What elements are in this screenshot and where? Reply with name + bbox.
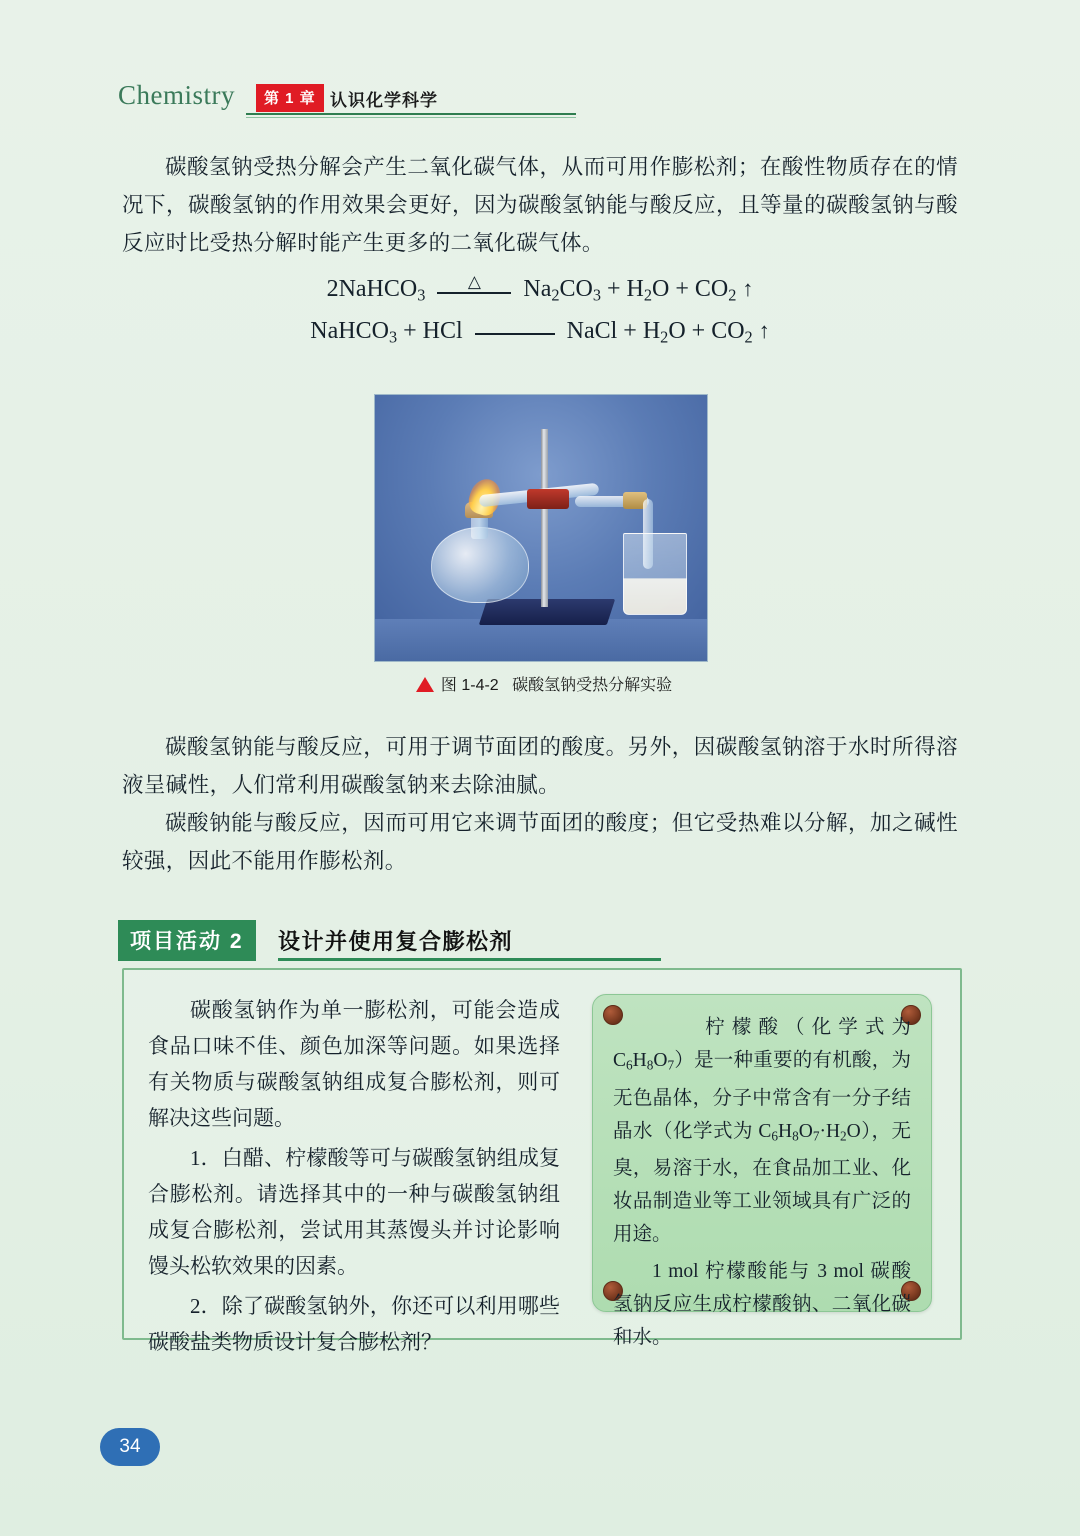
experiment-photo	[374, 394, 708, 662]
activity-banner	[118, 920, 958, 960]
activity-divider	[278, 958, 661, 961]
equation-2-right: NaCl + $H_2O + CO_2$ ↑	[566, 318, 770, 347]
page-header	[118, 78, 958, 120]
paragraph-3: 碳酸钠能与酸反应，因而可用它来调节面团的酸度；但它受热难以分解，加之碱性较强，因此不能用作膨松剂。	[122, 811, 958, 873]
activity-title: 设计并使用复合膨松剂	[278, 929, 514, 954]
activity-paragraph-3: 2．除了碳酸氢钠外，你还可以利用哪些碳酸盐类物质设计复合膨松剂？	[148, 1294, 560, 1354]
paragraph-2: 碳酸氢钠能与酸反应，可用于调节面团的酸度。另外，因碳酸氢钠溶于水时所得溶液呈碱性，人们常利用碳酸氢钠来去除油腻。	[122, 735, 958, 797]
reaction-arrow-heated: △	[431, 278, 517, 302]
chapter-name: 认识化学科学	[330, 91, 438, 110]
paragraph-1: 碳酸氢钠受热分解会产生二氧化碳气体，从而可用作膨松剂；在酸性物质存在的情况下，碳酸氢钠的作用效果会更好，因为碳酸氢钠能与酸反应，且等量的碳酸氢钠与酸反应时比受热分解时能产生更多的二氧化碳气体。	[122, 155, 958, 255]
chapter-tag: 第 1 章	[256, 84, 324, 112]
activity-text-column	[148, 992, 560, 1360]
activity-paragraph-2: 1．白醋、柠檬酸等可与碳酸氢钠组成复合膨松剂。请选择其中的一种与碳酸氢钠组成复合膨松剂，尝试用其蒸馒头并讨论影响馒头松软效果的因素。	[148, 1146, 560, 1278]
figure-caption	[374, 672, 714, 695]
reaction-line	[469, 320, 561, 344]
caption-triangle-icon	[416, 677, 434, 692]
tube-clamp	[527, 489, 569, 509]
equation-2-left: NaHCO$_3$ + HCl	[310, 318, 463, 347]
equation-1-left: 2NaHCO$_3$	[326, 276, 426, 305]
equation-2	[122, 318, 958, 360]
page-number: 34	[100, 1428, 160, 1466]
figure-caption-text: 碳酸氢钠受热分解实验	[512, 677, 673, 694]
activity-tag: 项目活动 2	[118, 920, 256, 961]
info-card	[592, 994, 932, 1349]
beaker-with-limewater	[623, 533, 687, 615]
equation-block	[122, 272, 958, 360]
header-divider	[246, 113, 576, 115]
figure-number: 图 1-4-2	[440, 677, 499, 694]
header-divider-thin	[246, 117, 576, 118]
equation-1-right: $Na_2CO_3 + H_2O + CO_2$ ↑	[523, 276, 754, 305]
subject-title: Chemistry	[118, 80, 235, 110]
info-card-paragraph-1: 柠檬酸（化学式为 $C_6H_8O_7$）是一种重要的有机酸，为无色晶体，分子中常含有一分子结晶水（化学式为 $C_6H_8O_7\cdot H_2O$），无臭，易溶于水，在食品加工业、化妆品制造业等工业领域具有广泛的用途。	[613, 1017, 911, 1246]
photo-table-surface	[375, 619, 707, 661]
stand-rod	[541, 429, 548, 607]
info-card-text	[613, 1011, 911, 1354]
equation-1	[122, 272, 958, 318]
activity-paragraph-1: 碳酸氢钠作为单一膨松剂，可能会造成食品口味不佳、颜色加深等问题。如果选择有关物质与碳酸氢钠组成复合膨松剂，则可解决这些问题。	[148, 998, 560, 1130]
info-card-paragraph-2: 1 mol 柠檬酸能与 3 mol 碳酸氢钠反应生成柠檬酸钠、二氧化碳和水。	[613, 1261, 911, 1349]
